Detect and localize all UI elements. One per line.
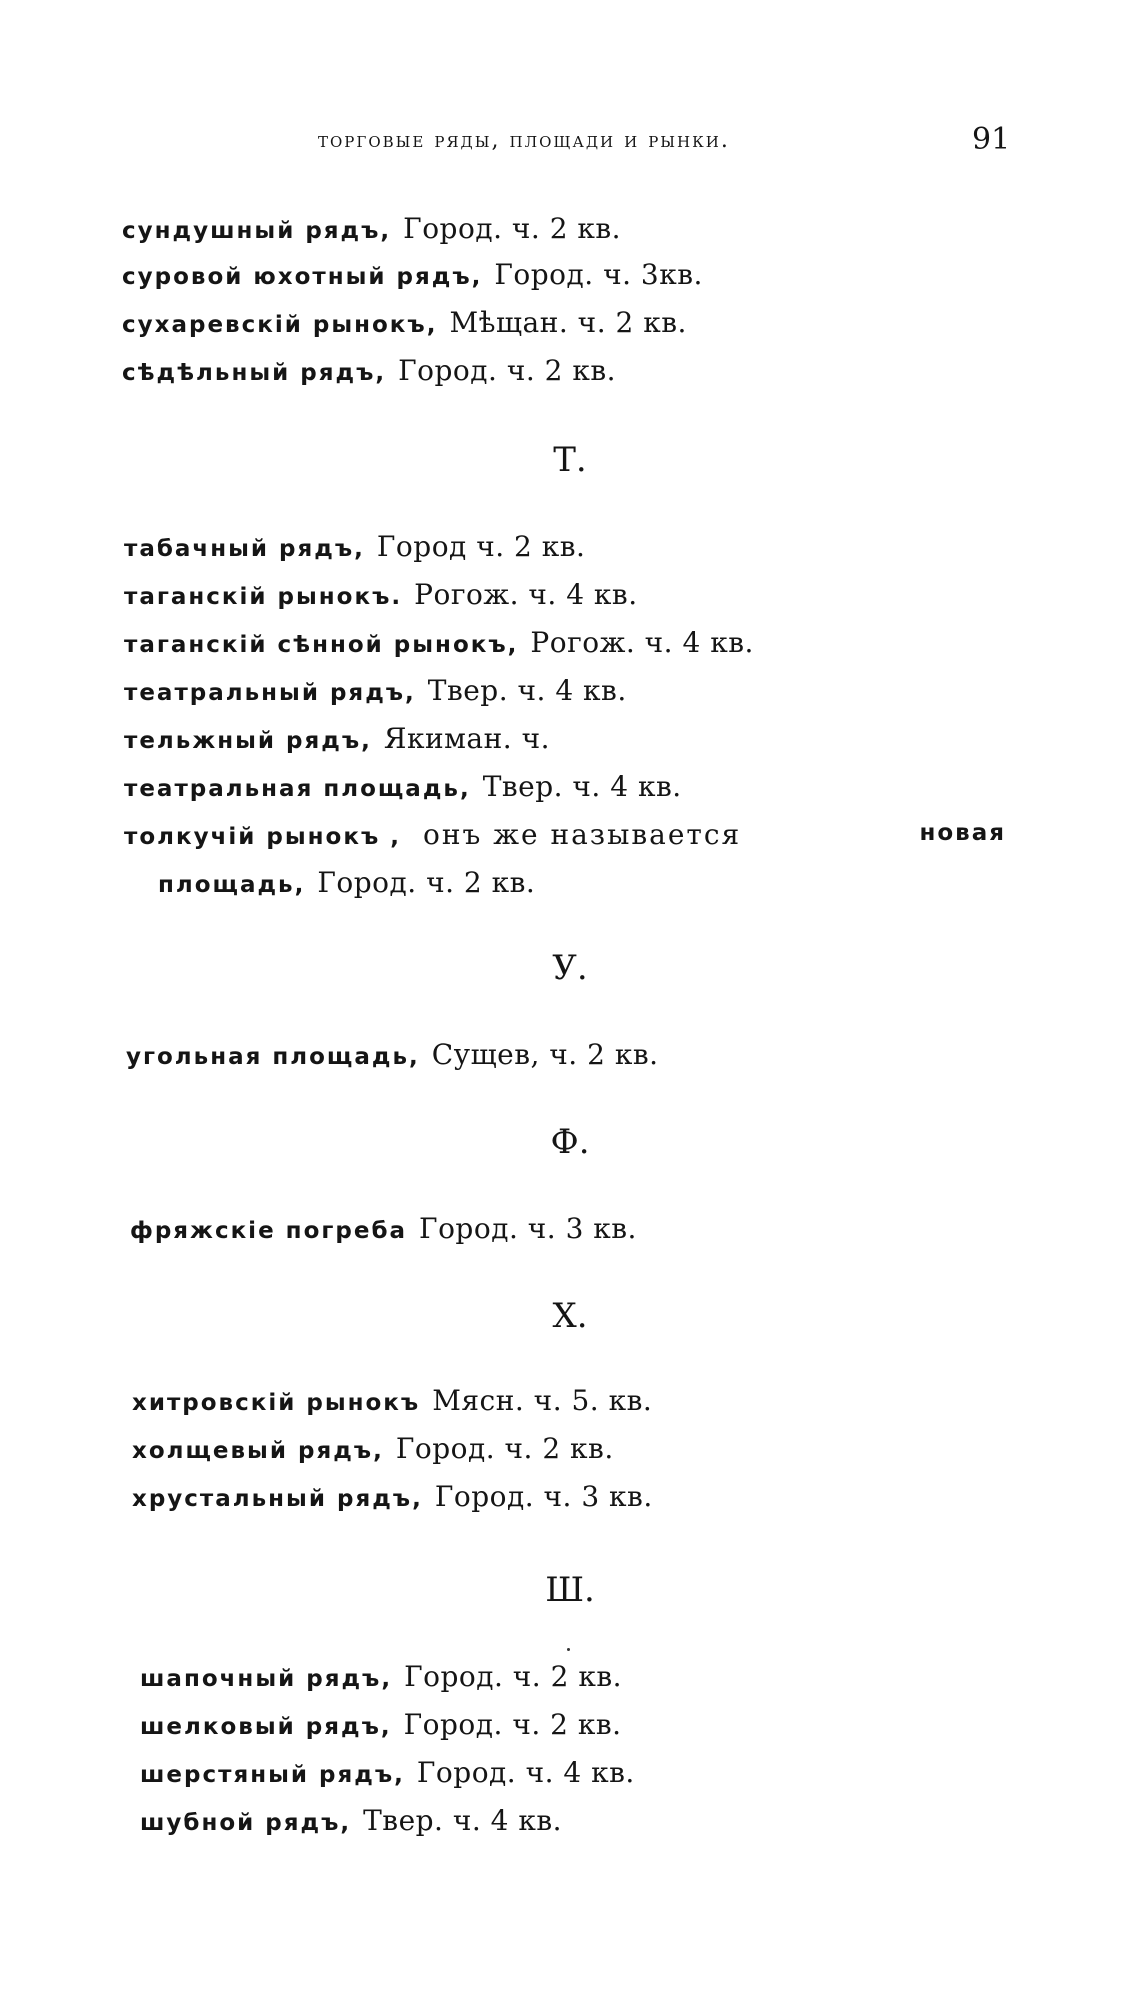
list-item: [140, 1660, 622, 1693]
entry-name: холщевый рядъ,: [132, 1438, 384, 1464]
entry-name: хитровскій рынокъ: [132, 1390, 421, 1416]
entry-name: сухаревскій рынокъ,: [122, 312, 438, 338]
list-item: [124, 530, 585, 563]
entry-location: Город. ч. 3кв.: [494, 258, 703, 291]
section-letter: Т.: [553, 440, 587, 480]
entry-name: угольная площадь,: [126, 1044, 420, 1070]
entry-name: тельжный рядъ,: [124, 728, 372, 754]
entry-location: Твер. ч. 4 кв.: [427, 674, 627, 707]
entry-name: хрустальный рядъ,: [132, 1486, 423, 1512]
entry-name: фряжскіе погреба: [130, 1218, 408, 1244]
page-number: 91: [972, 122, 1011, 157]
list-item: [140, 1708, 622, 1741]
list-item: [122, 306, 687, 339]
entry-name: сундушный рядъ,: [122, 218, 392, 244]
entry-name: сѣдѣльный рядъ,: [122, 360, 387, 386]
list-item: [130, 1212, 637, 1245]
entry-name-continued: новая: [919, 820, 1006, 846]
list-item: [132, 1480, 653, 1513]
list-item: [122, 212, 621, 245]
entry-location: Сущев, ч. 2 кв.: [431, 1038, 659, 1071]
section-letter: Ф.: [550, 1122, 590, 1162]
entry-location: Мясн. ч. 5. кв.: [432, 1384, 653, 1417]
entry-location: Якиман. ч.: [383, 722, 550, 755]
entry-name: суровой юхотный рядъ,: [122, 264, 483, 290]
entry-name: табачный рядъ,: [124, 536, 365, 562]
list-item: [124, 578, 638, 611]
entry-location: Город. ч. 2 кв.: [395, 1432, 614, 1465]
entry-location: Город. ч. 2 кв.: [404, 1660, 622, 1693]
ink-speck: [567, 1648, 570, 1651]
section-letter: Ш.: [545, 1570, 595, 1610]
list-item: [140, 1756, 635, 1789]
entry-name: шелковый рядъ,: [140, 1714, 392, 1740]
entry-name: площадь,: [158, 872, 306, 898]
list-item: [124, 818, 1006, 851]
entry-location: Город. ч. 2 кв.: [403, 1708, 622, 1741]
entry-location: Рогож. ч. 4 кв.: [530, 626, 754, 659]
entry-location: Город. ч. 3 кв.: [419, 1212, 637, 1245]
running-title: торговые ряды, площади и рынки.: [318, 128, 730, 153]
page-header: [0, 122, 1140, 168]
entry-location: Твер. ч. 4 кв.: [482, 770, 682, 803]
list-item: [122, 258, 703, 291]
list-item: [122, 354, 616, 387]
list-item: [158, 866, 535, 899]
entry-name: таганскій сѣнной рынокъ,: [124, 632, 519, 658]
entry-location: Город. ч. 3 кв.: [434, 1480, 653, 1513]
entry-name: театральный рядъ,: [124, 680, 416, 706]
entry-location: Твер. ч. 4 кв.: [363, 1804, 563, 1837]
entry-location: Город. ч. 2 кв.: [317, 866, 536, 899]
entry-location: Город. ч. 4 кв.: [416, 1756, 635, 1789]
list-item: [124, 674, 627, 707]
entry-location: Город ч. 2 кв.: [376, 530, 586, 563]
entry-location: онъ же называется: [422, 818, 742, 851]
entry-location: Мѣщан. ч. 2 кв.: [449, 306, 687, 339]
entry-name: шерстяный рядъ,: [140, 1762, 405, 1788]
list-item: [124, 722, 550, 755]
entry-location: Город. ч. 2 кв.: [403, 212, 622, 245]
entry-name: театральная площадь,: [124, 776, 471, 802]
entry-location: Город. ч. 2 кв.: [398, 354, 617, 387]
list-item: [132, 1384, 652, 1417]
entry-location: Рогож. ч. 4 кв.: [414, 578, 638, 611]
list-item: [140, 1804, 562, 1837]
entry-name: толкучій рынокъ ,: [124, 824, 401, 850]
list-item: [124, 626, 754, 659]
entry-name: шубной рядъ,: [140, 1810, 352, 1836]
section-letter: У.: [552, 948, 588, 988]
entry-name: шапочный рядъ,: [140, 1666, 393, 1692]
list-item: [124, 770, 682, 803]
section-letter: Х.: [552, 1296, 588, 1336]
entry-name: таганскій рынокъ.: [124, 584, 403, 610]
list-item: [132, 1432, 614, 1465]
list-item: [126, 1038, 659, 1071]
